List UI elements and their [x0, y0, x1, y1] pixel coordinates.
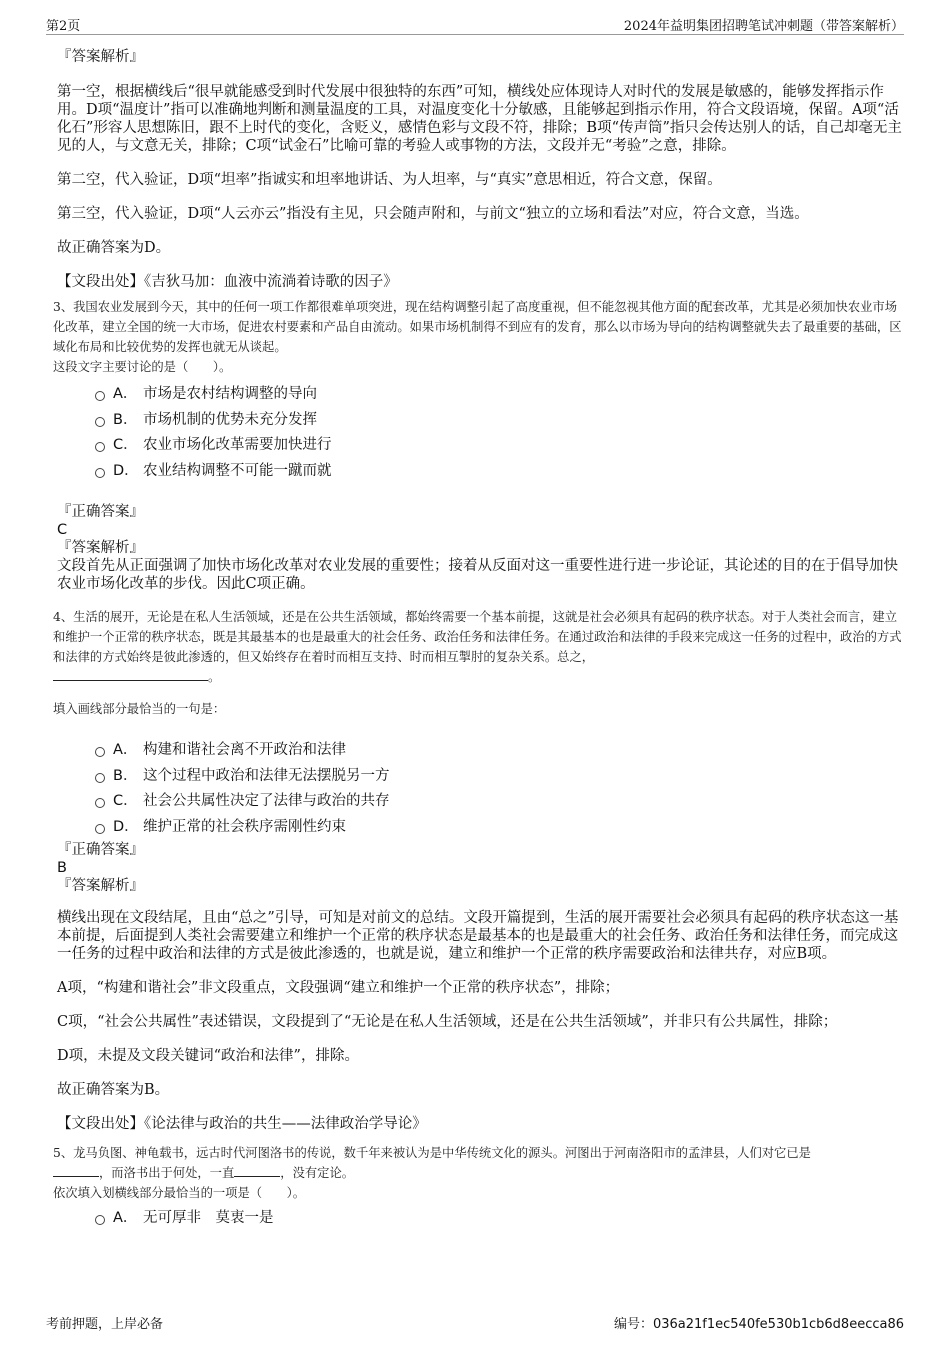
radio-icon[interactable]	[95, 798, 105, 808]
radio-icon[interactable]	[95, 391, 105, 401]
q4-analysis-paragraph-3: C项，“社会公共属性”表述错误，文段提到了“无论是在私人生活领域，还是在公共生活领域”，并非只有公共属性，排除；	[57, 1014, 838, 1030]
q5-option-a[interactable]: A． 无可厚非 莫衷一是	[57, 1205, 904, 1231]
question-3	[53, 297, 904, 593]
q3-option-a[interactable]: A． 市场是农村结构调整的导向	[57, 381, 904, 407]
q5-options	[57, 1205, 904, 1231]
q3-answer-label: 『正确答案』	[57, 504, 144, 520]
page-number: 第2页	[46, 19, 81, 34]
document-content	[53, 48, 904, 1231]
page-header	[46, 14, 904, 35]
q4-conclusion: 故正确答案为B。	[57, 1082, 170, 1098]
q3-options	[57, 381, 904, 483]
q2-analysis-paragraph-3: 第三空，代入验证，D项“人云亦云”指没有主见，只会随声附和，与前文“独立的立场和看法”对应，符合文意，当选。	[57, 206, 809, 222]
radio-icon[interactable]	[95, 824, 105, 834]
q3-option-c[interactable]: C． 农业市场化改革需要加快进行	[57, 432, 904, 458]
footer-slogan: 考前押题，上岸必备	[46, 1317, 164, 1332]
radio-icon[interactable]	[95, 747, 105, 757]
radio-icon[interactable]	[95, 468, 105, 478]
q4-options	[57, 737, 904, 839]
radio-icon[interactable]	[95, 442, 105, 452]
q3-analysis: 文段首先从正面强调了加快市场化改革对农业发展的重要性；接着从反面对这一重要性进行进一步论证，其论述的目的在于倡导加快农业市场化改革的步伐。因此C项正确。	[57, 558, 898, 592]
page-footer	[46, 1313, 904, 1332]
q4-option-a[interactable]: A． 构建和谐社会离不开政治和法律	[57, 737, 904, 763]
question-5	[53, 1143, 904, 1231]
document-title: 2024年益明集团招聘笔试冲刺题（带答案解析）	[623, 19, 904, 34]
fill-blank	[53, 668, 208, 681]
q4-question: 填入画线部分最恰当的一句是：	[53, 702, 226, 716]
q4-option-d[interactable]: D． 维护正常的社会秩序需刚性约束	[57, 814, 904, 840]
q2-analysis-label: 『答案解析』	[57, 49, 144, 65]
document-code: 编号：036a21f1ec540fe530b1cb6d8eecca86	[613, 1317, 904, 1332]
q3-option-d[interactable]: D． 农业结构调整不可能一蹴而就	[57, 458, 904, 484]
q4-analysis-paragraph-1: 横线出现在文段结尾，且由“总之”引导，可知是对前文的总结。文段开篇提到，生活的展开需要社会必须具有起码的秩序状态这一基本前提，后面提到人类社会需要建立和维护一个正常的秩序状态是最基本的也是最重大的社会任务、政治任务和法律任务，而完成这一任务的过程中政治和法律的方式是彼此渗透的，也就是说，建立和维护一个正常的秩序需要政治和法律共存，对应B项。	[57, 910, 899, 962]
q4-analysis-label: 『答案解析』	[57, 878, 144, 894]
q2-analysis-paragraph-1: 第一空，根据横线后“很早就能感受到时代发展中很独特的东西”可知，横线处应体现诗人对时代的发展是敏感的，能够发挥指示作用。D项“温度计”指可以准确地判断和测量温度的工具，对温度变化十分敏感，且能够起到指示作用，符合文段语境，保留。A项“活化石”形容人思想陈旧，跟不上时代的变化，含贬义，感情色彩与文段不符，排除；B项“传声筒”指只会传达别人的话，自己却毫无主见的人，与文意无关，排除；C项“试金石”比喻可靠的考验人或事物的方法，文段并无“考验”之意，排除。	[57, 84, 902, 154]
q3-question: 这段文字主要讨论的是（ ）。	[53, 360, 232, 374]
q4-option-b[interactable]: B． 这个过程中政治和法律无法摆脱另一方	[57, 763, 904, 789]
q5-question: 依次填入划横线部分最恰当的一项是（ ）。	[53, 1186, 306, 1200]
radio-icon[interactable]	[95, 1215, 105, 1225]
q3-option-b[interactable]: B． 市场机制的优势未充分发挥	[57, 407, 904, 433]
q3-stem: 3、我国农业发展到今天，其中的任何一项工作都很难单项突进，现在结构调整引起了高度重视，但不能忽视其他方面的配套改革，尤其是必须加快农业市场化改革，建立全国的统一大市场，促进农村要素和产品自由流动。如果市场机制得不到应有的发育，那么以市场为导向的结构调整就失去了最重要的基础，区域化布局和比较优势的发挥也就无从谈起。	[53, 300, 902, 354]
q5-stem: 5、龙马负图、神龟载书，远古时代河图洛书的传说，数千年来被认为是中华传统文化的源头。河图出于河南洛阳市的孟津县，人们对它已是 ，而洛书出于何处，一直 ，没有定论。	[53, 1146, 811, 1180]
q3-analysis-label: 『答案解析』	[57, 540, 144, 556]
q4-option-c[interactable]: C． 社会公共属性决定了法律与政治的共存	[57, 788, 904, 814]
q4-analysis-paragraph-2: A项，“构建和谐社会”非文段重点，文段强调“建立和维护一个正常的秩序状态”，排除；	[57, 980, 620, 996]
q4-analysis-paragraph-4: D项，未提及文段关键词“政治和法律”，排除。	[57, 1048, 359, 1064]
q3-answer: C	[57, 522, 68, 538]
q2-source: 【文段出处】《吉狄马加：血液中流淌着诗歌的因子》	[57, 274, 398, 290]
q4-stem: 4、生活的展开，无论是在私人生活领域，还是在公共生活领域，都始终需要一个基本前提，这就是社会必须具有起码的秩序状态。对于人类社会而言，建立和维护一个正常的秩序状态，既是其最基本的也是最重大的社会任务、政治任务和法律任务。在通过政治和法律的手段来完成这一任务的过程中，政治的方式和法律的方式始终是彼此渗透的，但又始终存在着时而相互支持、时而相互掣肘的复杂关系。总之， 。	[53, 610, 902, 684]
radio-icon[interactable]	[95, 773, 105, 783]
q2-conclusion: 故正确答案为D。	[57, 240, 171, 256]
q4-source: 【文段出处】《论法律与政治的共生——法律政治学导论》	[57, 1116, 427, 1132]
question-4	[53, 607, 904, 1133]
radio-icon[interactable]	[95, 417, 105, 427]
q4-answer: B	[57, 860, 67, 876]
fill-blank	[53, 1164, 99, 1177]
fill-blank	[234, 1164, 280, 1177]
q4-answer-label: 『正确答案』	[57, 842, 144, 858]
q2-analysis-paragraph-2: 第二空，代入验证，D项“坦率”指诚实和坦率地讲话、为人坦率，与“真实”意思相近，符合文意，保留。	[57, 172, 722, 188]
